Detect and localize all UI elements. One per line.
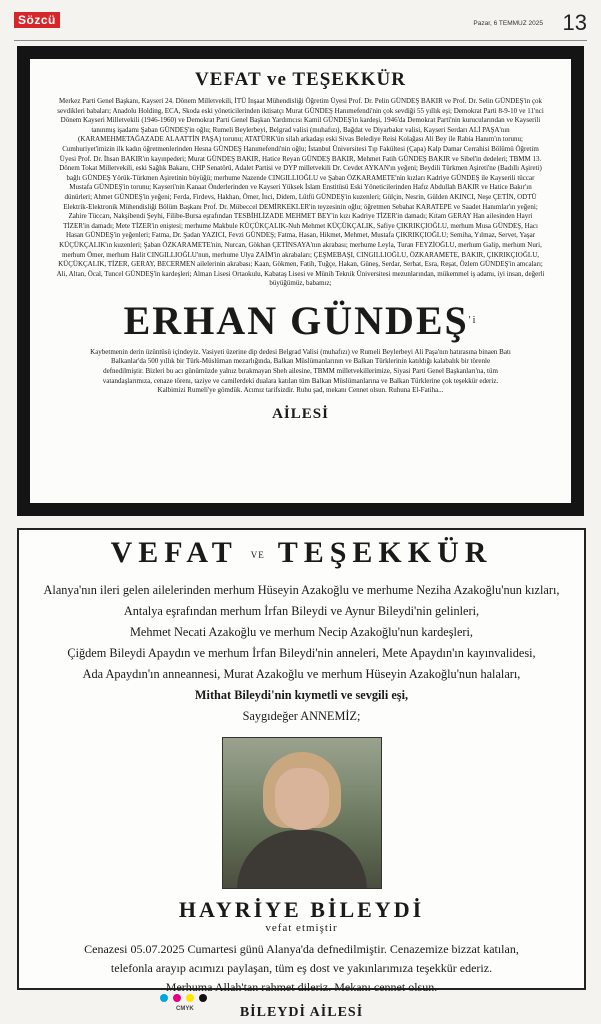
ad2-deceased-name: HAYRİYE BİLEYDİ [178,897,425,923]
ad2-title [19,536,584,572]
ad1-deceased-name [30,297,571,343]
cmyk-print-marks [160,994,220,1020]
page-number: 13 [562,10,587,35]
ad1-body-text: Merkez Parti Genel Başkanı, Kayseri 24. Dönem Milletvekili, İTÜ İnşaat Mühendisliği Öğretim Üyesi Prof. Dr. Pelin GÜNDEŞ BAKIR ve Prof. Dr. Selin GÜNDEŞ'in çok sevdikleri babaları; Anadolu Holding, ECA, Skoda eski yöneticilerinden iktisatçı Murat GÜNDEŞ Hanımefendi'nin çok sevdiği 55 yıllık eşi; Demokrat Parti 8-9-10 ve 11'nci Dönem Kayseri Milletvekili (1946-1960) ve Demokrat Parti Genel Başkan Yardımcısı Kamil GÜNDEŞ'in kardeşi, 1946'da Demokrat Parti'nin kurucularından ve Kayserili tanınmış işadamı Şaban GÜNDEŞ'in oğlu; Rumeli Beylerbeyi, Belgrad valisi (muhafızı), Bağdat ve Diyarbakır valisi, Kayseri Serdarı ALİ PAŞA'nın (KARAMEHMETAĞAZADE ALAATTİN PAŞA) torunu; ATATÜRK'ün silah arkadaşı eski Sivas Belediye Reisi Kolağası Ali Bey ile Rabia Hanım'ın torunu; Cumhuriyet'imizin ilk kadın öğretmenlerinden Hesna GÜNDEŞ Hanımefendi'nin oğlu; İstanbul Üniversitesi Tıp Fakültesi (Çapa) Kalp Damar Cerrahisi Bölümü Öğretim Üyesi Prof. Dr. İhsan BAKIR'ın kayınpederi; Murat GÜNDEŞ BAKIR, Hatice Reyan GÜNDEŞ BAKIR, Mehmet Fatih GÜNDEŞ BAKIR ve Sibel'in dedeleri; TBMM 13. Dönem Tokat Milletvekili, eski Sağlık Bakanı, CHP Senatörü, Adalet Partisi ve DYP milletvekili Dr. Cevdet AYKAN'ın yeğeni; Beydili Türkmen Aşireti'ne (Badıllı Aşireti) bağlı GÜNDEŞ Yörük-Türkmen Aşiretinin büyüğü; merhume Nazende CINGILLIOĞLU ve Şaban ÖZKARAMETE'nin kızları Kadriye GÜNDEŞ ile Kayserili tüccar Mustafa GÜNDEŞ'in torunu; Kayseri'nin Kanaat Önderlerinden ve Kayseri Yüksek İslam Enstitüsü Eski Yöneticilerinden Hafız Abdullah BAKIR ve Hatice Bakır'ın dünürleri; Ahmet GÜNDEŞ'in yeğeni; Ferda, Firdevs, Hakhan, Ömer, İnci, Didem, Lütfü GÜNDEŞ'in kuzenleri; Gülçin, Nesrin, Gülden AKINCI, Neşe ÇETİN, ODTÜ Elektrik-Elektronik Mühendisliği Bölüm Başkanı Prof. Dr. Mübeccel DEMİRKEKLER'in teyzesinin oğlu; öğretmen Sebahat KARATEPE ve Saadet Hanımlar'ın yeğeni; Zahire Tüccarı, Nakşibendi Şeyhi, Filibe-Bursa eşrafından TESBİHLİZADE MEHMET BEY'in kızı Kadriye TİZER'in damadı; Kıtam GERAY Han ailesinden Hayri TİZER'in damadı; Mete TİZER'in eniştesi; merhume Makbule KÜÇÜKÇALIK-Nuh Mehmet KÜÇÜKÇALIK, Safiye ÇIKRIKÇIOĞLU, merhum Musa GÜNDEŞ, Hacı Hasan GÜNDEŞ'in yeğenleri; Fatma, Dr. Şadan YAZICI, Fevzi GÜNDEŞ; Fatma, Hasan, Hikmet, Mehmet, Mustafa ÇIKRIKÇIOĞLU; Semiha, Yılmaz, Servet, Yaşar KÜÇÜKÇALIK'ın kuzenleri; Şaban ÖZKARAMETE'nin, Nurcan, Gökhan ÇETİNSAYA'nın akrabası; merhume Leyla, Turan FEYZİOĞLU, merhum Galip, merhum Nuri, merhum Ömer, merhum Halit CINGILLIOĞLU'nun, merhume Ulya ZAİM'in akrabaları; ÇEŞMEBAŞI, CINGILLIOĞLU, ÖZKARAMETE, BAKIR, ÇIKRIKÇIOĞLU, KÜÇÜKÇALIK, TİZER, GERAY, BECERMEN ailelerinin akrabası; Kaan, Gökmen, Fatih, Tuğçe, Hakan, Güneş, Serdar, Serhat, Esra, Reşat, Özlem GÜNDEŞ'in amcaları; Ali, Altan, Öcal, Tuncel GÜNDEŞ'in kardeşleri; Alman Lisesi Ortaokulu, Kabataş Lisesi ve Münih Teknik Üniversitesi mezunlarından, mükemmel iş adamı, iyi insan, değerli büyüğümüz, babamız; [56,97,545,288]
yellow-dot-icon [186,994,194,1002]
ad2-line: Mehmet Necati Azakoğlu ve merhum Necip Azakoğlu'nun kardeşleri, [129,625,473,640]
ad2-signature: BİLEYDİ AİLESİ [239,1005,364,1021]
newspaper-logo[interactable]: Sözcü [14,12,60,28]
ad2-line-after: Saygıdeğer ANNEMİZ; [242,709,361,724]
photo-figure-face [275,768,329,830]
photo-figure-body [237,830,367,889]
ad2-thanks-line: telefonla arayıp acımızı paylaşan, tüm eş dost ve yakınlarımıza teşekkür ederiz. [110,961,493,976]
ad2-line: Ada Apaydın'ın anneannesi, Murat Azakoğlu ve merhum Hüseyin Azakoğlu'nun halaları, [82,667,521,682]
ad2-line: Çiğdem Bileydi Apaydın ve merhum İrfan Bileydi'nin anneleri, Mete Apaydın'ın kayınvalidesi, [67,646,536,661]
ad1-title: VEFAT ve TEŞEKKÜR [195,69,406,90]
ad2-family-lines [19,580,584,727]
ad2-subtitle: vefat etmiştir [265,922,338,935]
dateline: Pazar, 6 TEMMUZ 2025 [473,20,543,27]
cmyk-label: CMYK [176,1006,194,1012]
ad1-name-text: ERHAN GÜNDEŞ [123,297,469,343]
obituary-ad-gundes-inner [30,59,571,503]
ad1-signature: AİLESİ [272,405,329,422]
ad2-thanks-line: Merhuma Allah'tan rahmet dileriz. Mekanı cennet olsun. [165,980,438,995]
obituary-ad-gundes [17,46,584,516]
ad2-line: Antalya eşrafından merhum İrfan Bileydi ve Aynur Bileydi'nin gelinleri, [123,604,480,619]
black-dot-icon [199,994,207,1002]
ad2-thanks-line: Cenazesi 05.07.2025 Cumartesi günü Alanya'da defnedilmiştir. Cenazemize bizzat katılan, [84,942,519,957]
ad2-title-ve: VE [250,550,265,561]
ad2-title-left: VEFAT [110,536,238,569]
ad1-name-suffix: 'i [468,314,478,326]
header-divider [14,40,587,41]
ad2-thanks-lines [19,940,584,997]
ad2-line: Alanya'nın ileri gelen ailelerinden merhum Hüseyin Azakoğlu ve merhume Neziha Azakoğlu'nun kızları, [43,583,560,598]
ad1-closing-text: Kaybetmenin derin üzüntüsü içindeyiz. Vasiyeti üzerine dip dedesi Belgrad Valisi (muhafızı) ve Rumeli Beylerbeyi Ali Paşa'nın hatırasına binaen Batı Balkanlar'da 500 yıllık bir Türk-Müslüman mezarlığında, Balkan Müslümanlarının ve Balkan Türklerinin katıldığı kalabalık bir törenle defnedilmiştir. Bizleri bu acı günümüzde yalnız bırakmayan Sheh ailesine, TBMM milletvekillerimize, Siyasi Parti Genel Başkanları'na, tüm vatandaşlarımıza, cenaze törenı, taziye ve camilerdeki dualara katılan tüm Balkan Müslümanlarına ve Balkan Türklerine çok teşekkür ederiz. Kalbimizi Rumeli'ye gömdük. Acımız tarifsizdir. Ruhu şad, mekanı Cennet olsun. Ruhuna El-Fatiha... [90,347,511,395]
ad2-title-right: TEŞEKKÜR [277,536,493,569]
cyan-dot-icon [160,994,168,1002]
magenta-dot-icon [173,994,181,1002]
ad2-bold-line: Mithat Bileydi'nin kıymetli ve sevgili eşi, [194,688,409,703]
deceased-photo [222,737,382,889]
masthead [14,6,587,38]
